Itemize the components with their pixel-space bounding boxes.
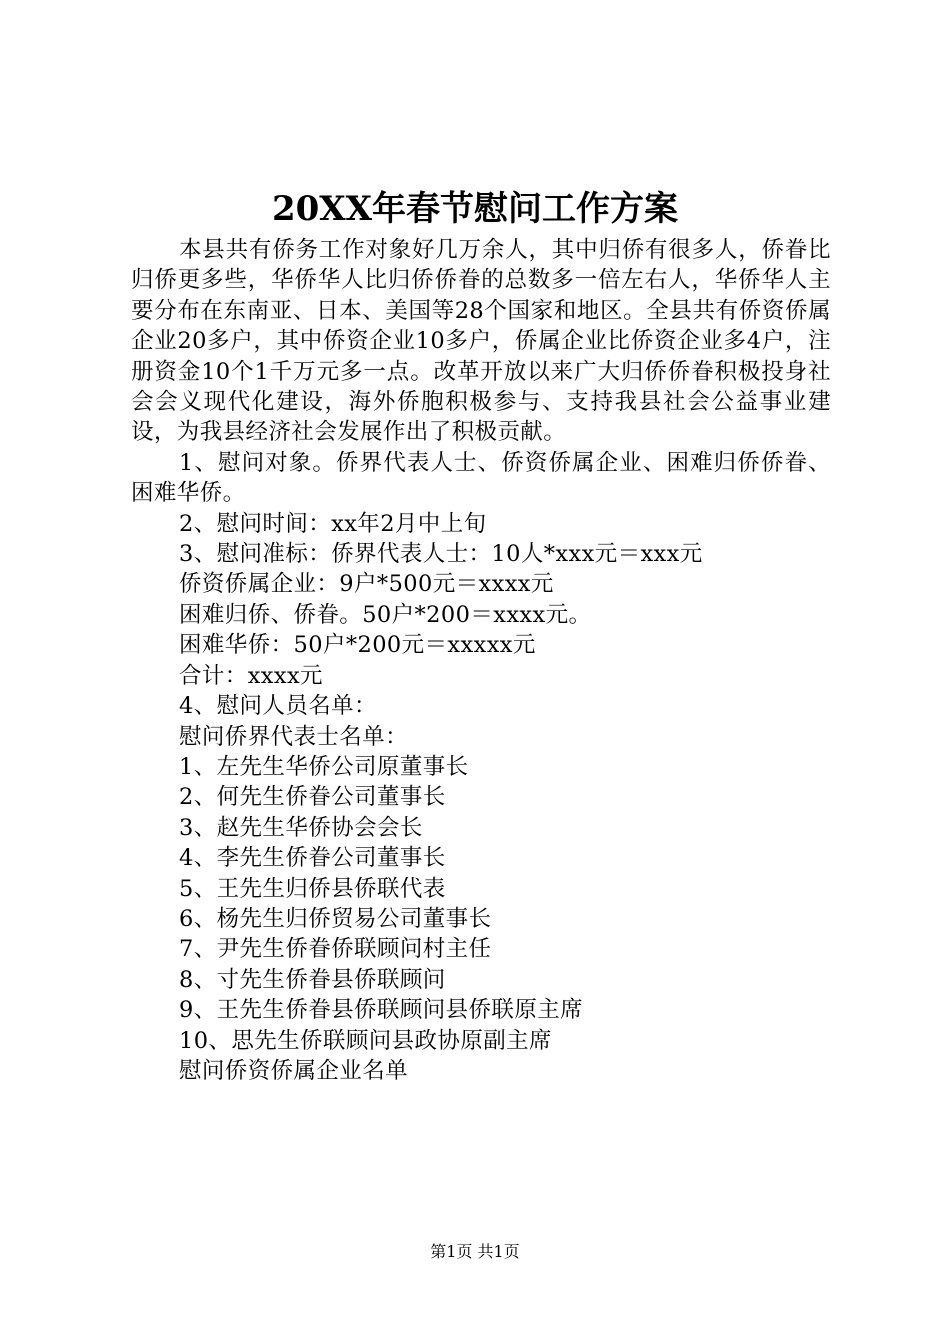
intro-paragraph: 本县共有侨务工作对象好几万余人，其中归侨有很多人，侨眷比归侨更多些，华侨华人比归侨侨眷的总数多一倍左右人，华侨华人主要分布在东南亚、日本、美国等28个国家和地区。全县共有侨资侨属企业20多户，其中侨资企业10多户，侨属企业比侨资企业多4户，注册资金10个1千万元多一点。改革开放以来广大归侨侨眷积极投身社会会义现代化建设，海外侨胞积极参与、支持我县社会公益事业建设，为我县经济社会发展作出了积极贡献。 — [131, 237, 831, 446]
standard-returnees: 困难归侨、侨眷。50户*200＝xxxx元。 — [179, 601, 592, 628]
list-item: 3、赵先生华侨协会会长 — [179, 814, 423, 841]
list-heading: 慰问侨界代表士名单： — [179, 723, 409, 750]
page-footer: 第1页 共1页 — [430, 1242, 520, 1261]
list-item: 10、思先生侨联顾问县政协原副主席 — [179, 1027, 552, 1054]
list-item: 5、王先生归侨县侨联代表 — [179, 875, 446, 902]
item-visit-time: 2、慰问时间：xx年2月中上旬 — [179, 510, 487, 537]
list-item: 1、左先生华侨公司原董事长 — [179, 753, 469, 780]
document-title: 20XX年春节慰问工作方案 — [271, 189, 679, 229]
standard-total: 合计：xxxx元 — [179, 662, 323, 689]
item-visit-standard: 3、慰问准标：侨界代表人士：10人*xxx元＝xxx元 — [179, 541, 703, 568]
item-visit-targets: 1、慰问对象。侨界代表人士、侨资侨属企业、困难归侨侨眷、困难华侨。 — [131, 449, 831, 507]
standard-overseas: 困难华侨：50户*200元＝xxxxx元 — [179, 632, 536, 659]
enterprise-heading: 慰问侨资侨属企业名单 — [179, 1057, 409, 1084]
list-item: 9、王先生侨眷县侨联顾问县侨联原主席 — [179, 997, 584, 1024]
item-personnel-list: 4、慰问人员名单： — [179, 693, 377, 720]
list-item: 7、尹先生侨眷侨联顾问村主任 — [179, 936, 492, 963]
standard-enterprise: 侨资侨属企业：9户*500元＝xxxx元 — [179, 571, 554, 598]
document-body — [131, 235, 831, 1086]
list-item: 6、杨先生归侨贸易公司董事长 — [179, 905, 492, 932]
list-item: 8、寸先生侨眷县侨联顾问 — [179, 966, 446, 993]
list-item: 2、何先生侨眷公司董事长 — [179, 784, 446, 811]
list-item: 4、李先生侨眷公司董事长 — [179, 845, 446, 872]
